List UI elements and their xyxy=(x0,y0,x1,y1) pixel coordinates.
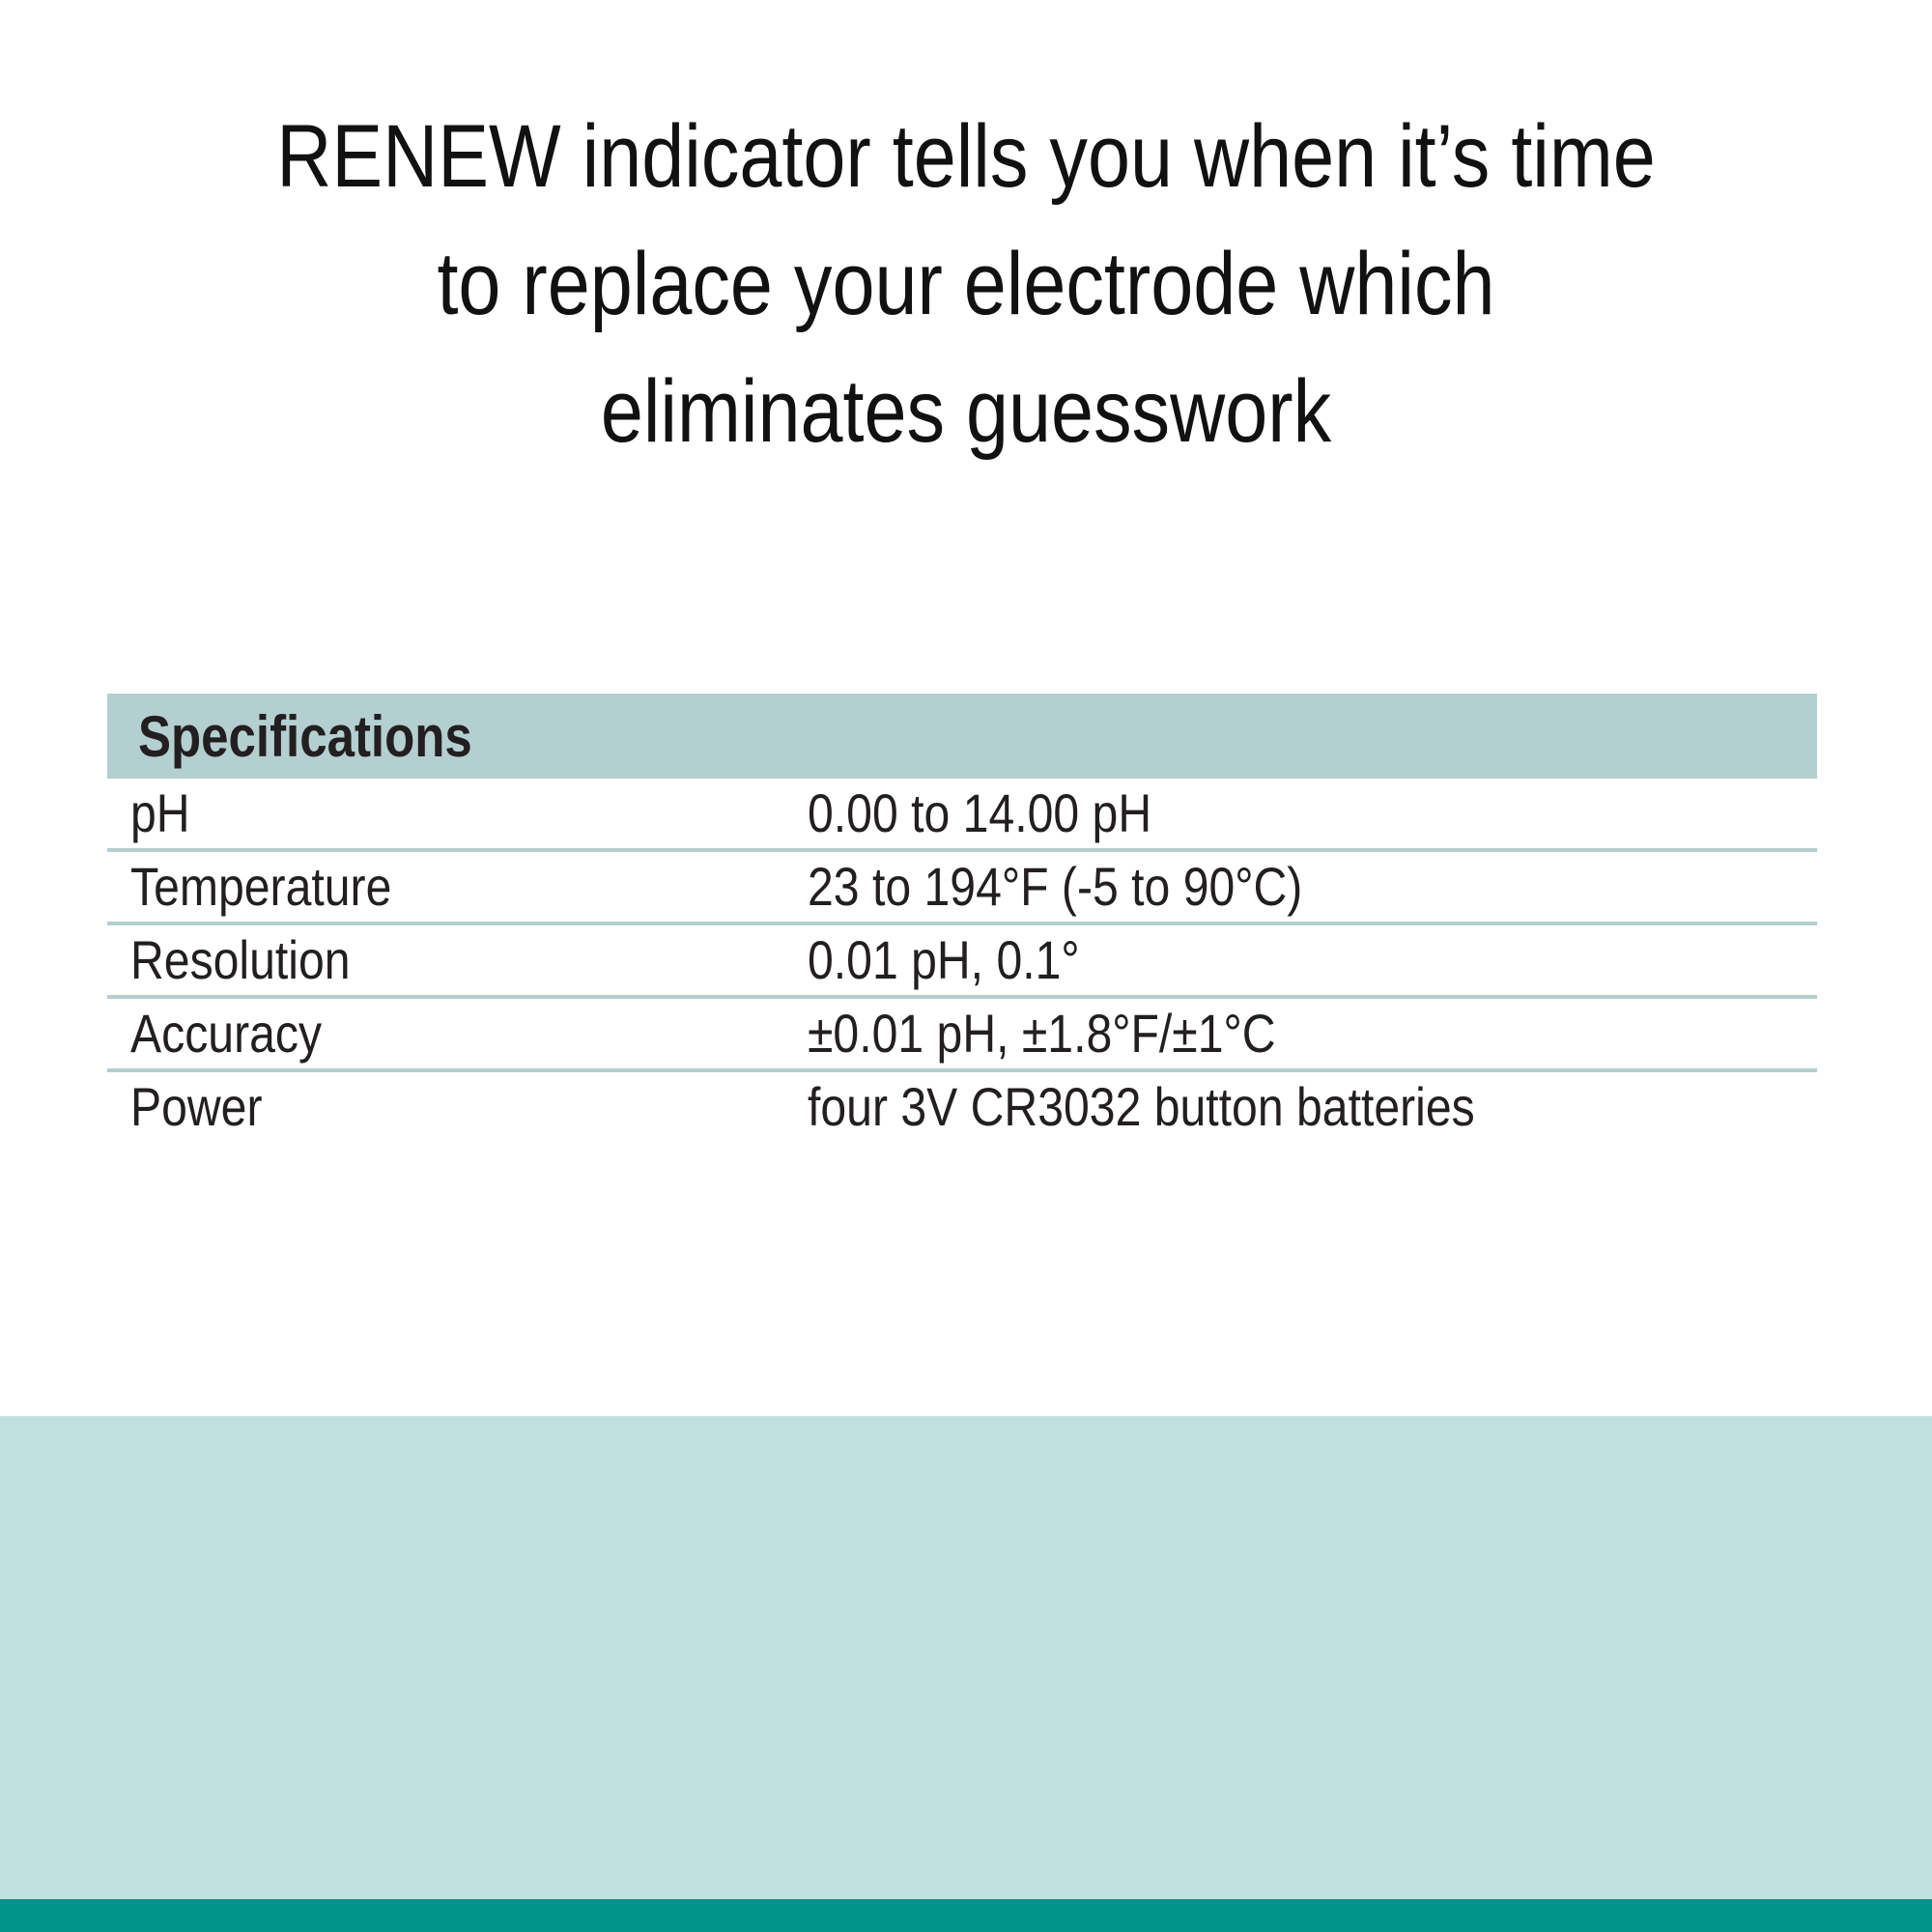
spec-row-power xyxy=(107,1072,1817,1142)
spec-row-accuracy xyxy=(107,999,1817,1072)
spec-label: pH xyxy=(130,782,190,843)
footer-band xyxy=(0,1416,1932,1899)
spec-row-ph xyxy=(107,779,1817,852)
spec-label: Temperature xyxy=(130,856,392,917)
spec-row-resolution xyxy=(107,925,1817,999)
headline-line-1: RENEW indicator tells you when it’s time xyxy=(276,107,1656,206)
spec-label: Power xyxy=(130,1076,263,1137)
specifications-title: Specifications xyxy=(138,704,472,769)
spec-value: 23 to 194°F (-5 to 90°C) xyxy=(808,856,1303,917)
spec-value: ±0.01 pH, ±1.8°F/±1°C xyxy=(808,1003,1276,1064)
specifications-header xyxy=(107,694,1817,779)
spec-label: Accuracy xyxy=(130,1003,323,1064)
headline xyxy=(135,93,1797,475)
specifications-table xyxy=(107,694,1817,1142)
spec-value: 0.01 pH, 0.1° xyxy=(808,929,1080,990)
spec-row-temperature xyxy=(107,852,1817,925)
footer-strip xyxy=(0,1899,1932,1932)
spec-label: Resolution xyxy=(130,929,351,990)
spec-value: 0.00 to 14.00 pH xyxy=(808,782,1152,843)
spec-value: four 3V CR3032 button batteries xyxy=(808,1076,1475,1137)
headline-line-3: eliminates guesswork xyxy=(600,362,1332,461)
headline-line-2: to replace your electrode which xyxy=(437,235,1495,333)
